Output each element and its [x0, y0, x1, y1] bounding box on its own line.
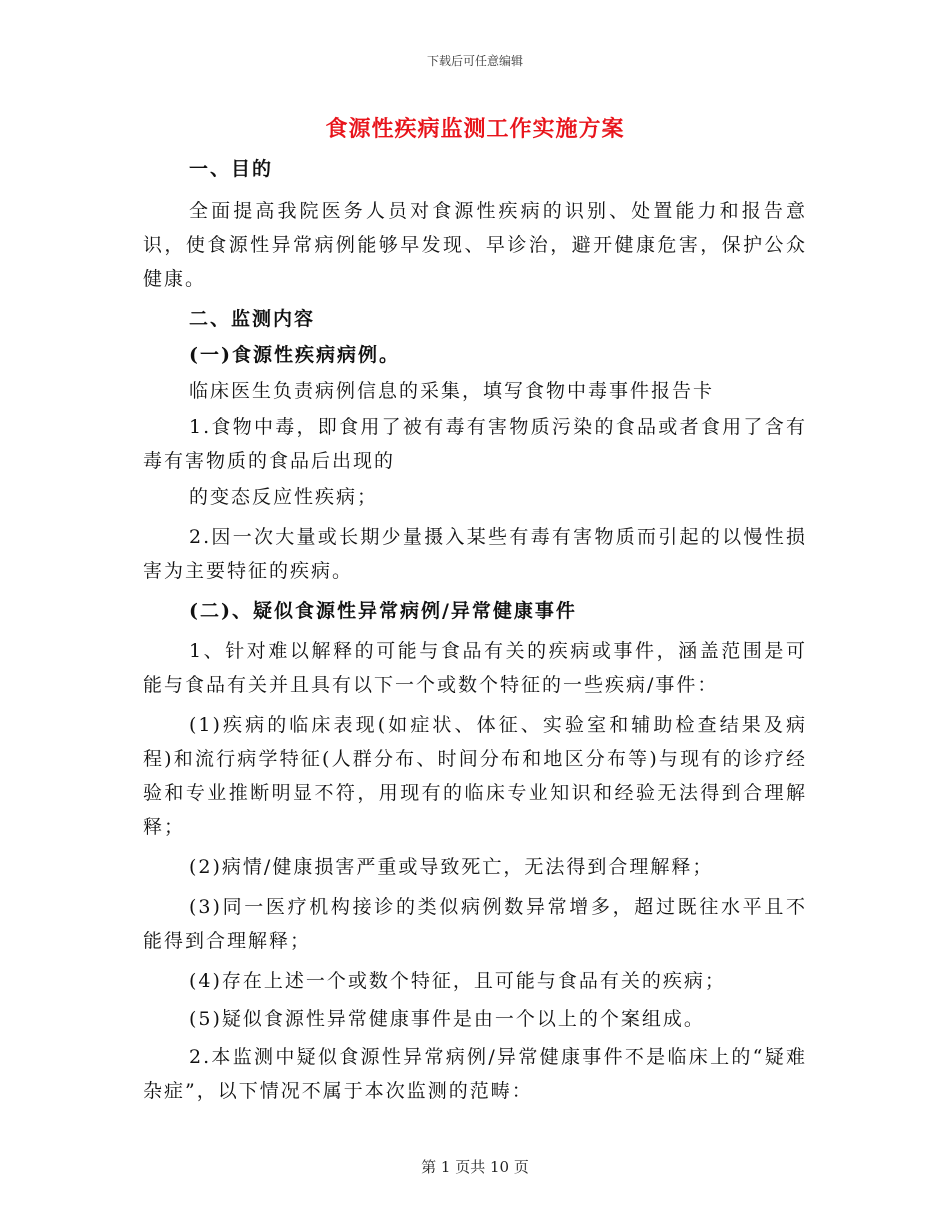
document-title: 食源性疾病监测工作实施方案 — [325, 116, 625, 142]
page-header: 下载后可任意编辑 — [426, 54, 523, 68]
section-heading-content: 二、监测内容 — [189, 308, 316, 330]
subheading-suspected-cases: (二)、疑似食源性异常病例/异常健康事件 — [189, 600, 577, 622]
paragraph-purpose: 全面提高我院医务人员对食源性疾病的识别、处置能力和报告意识，使食源性异常病例能够早发现、早诊治，避开健康危害，保护公众健康。 — [143, 200, 807, 290]
paragraph-item-1-continued: 的变态反应性疾病； — [189, 486, 379, 508]
section-heading-purpose: 一、目的 — [189, 158, 274, 180]
paragraph-feature-5: (5)疑似食源性异常健康事件是由一个以上的个案组成。 — [189, 1008, 705, 1030]
paragraph-feature-3: (3)同一医疗机构接诊的类似病例数异常增多，超过既往水平且不能得到合理解释； — [143, 896, 807, 952]
paragraph-feature-4: (4)存在上述一个或数个特征，且可能与食品有关的疾病； — [189, 970, 726, 992]
paragraph-item-2: 2.因一次大量或长期少量摄入某些有毒有害物质而引起的以慢性损害为主要特征的疾病。 — [143, 526, 807, 582]
paragraph-scope: 1、针对难以解释的可能与食品有关的疾病或事件，涵盖范围是可能与食品有关并且具有以下一个或数个特征的一些疾病/事件： — [143, 640, 807, 696]
paragraph-item-1: 1.食物中毒，即食用了被有毒有害物质污染的食品或者食用了含有毒有害物质的食品后出现的 — [143, 416, 807, 472]
page-footer: 第 1 页共 10 页 — [421, 1158, 529, 1176]
paragraph-doctor-duty: 临床医生负责病例信息的采集，填写食物中毒事件报告卡 — [189, 380, 715, 402]
paragraph-item-2-exclusions: 2.本监测中疑似食源性异常病例/异常健康事件不是临床上的“疑难杂症”，以下情况不属于本次监测的范畴： — [143, 1046, 807, 1102]
paragraph-feature-1: (1)疾病的临床表现(如症状、体征、实验室和辅助检查结果及病程)和流行病学特征(人群分布、时间分布和地区分布等)与现有的诊疗经验和专业推断明显不符，用现有的临床专业知识和经验无法得到合理解释； — [143, 714, 807, 838]
paragraph-feature-2: (2)病情/健康损害严重或导致死亡，无法得到合理解释； — [189, 856, 714, 878]
document-body — [143, 152, 807, 1108]
subheading-foodborne-cases: (一)食源性疾病病例。 — [189, 344, 400, 366]
